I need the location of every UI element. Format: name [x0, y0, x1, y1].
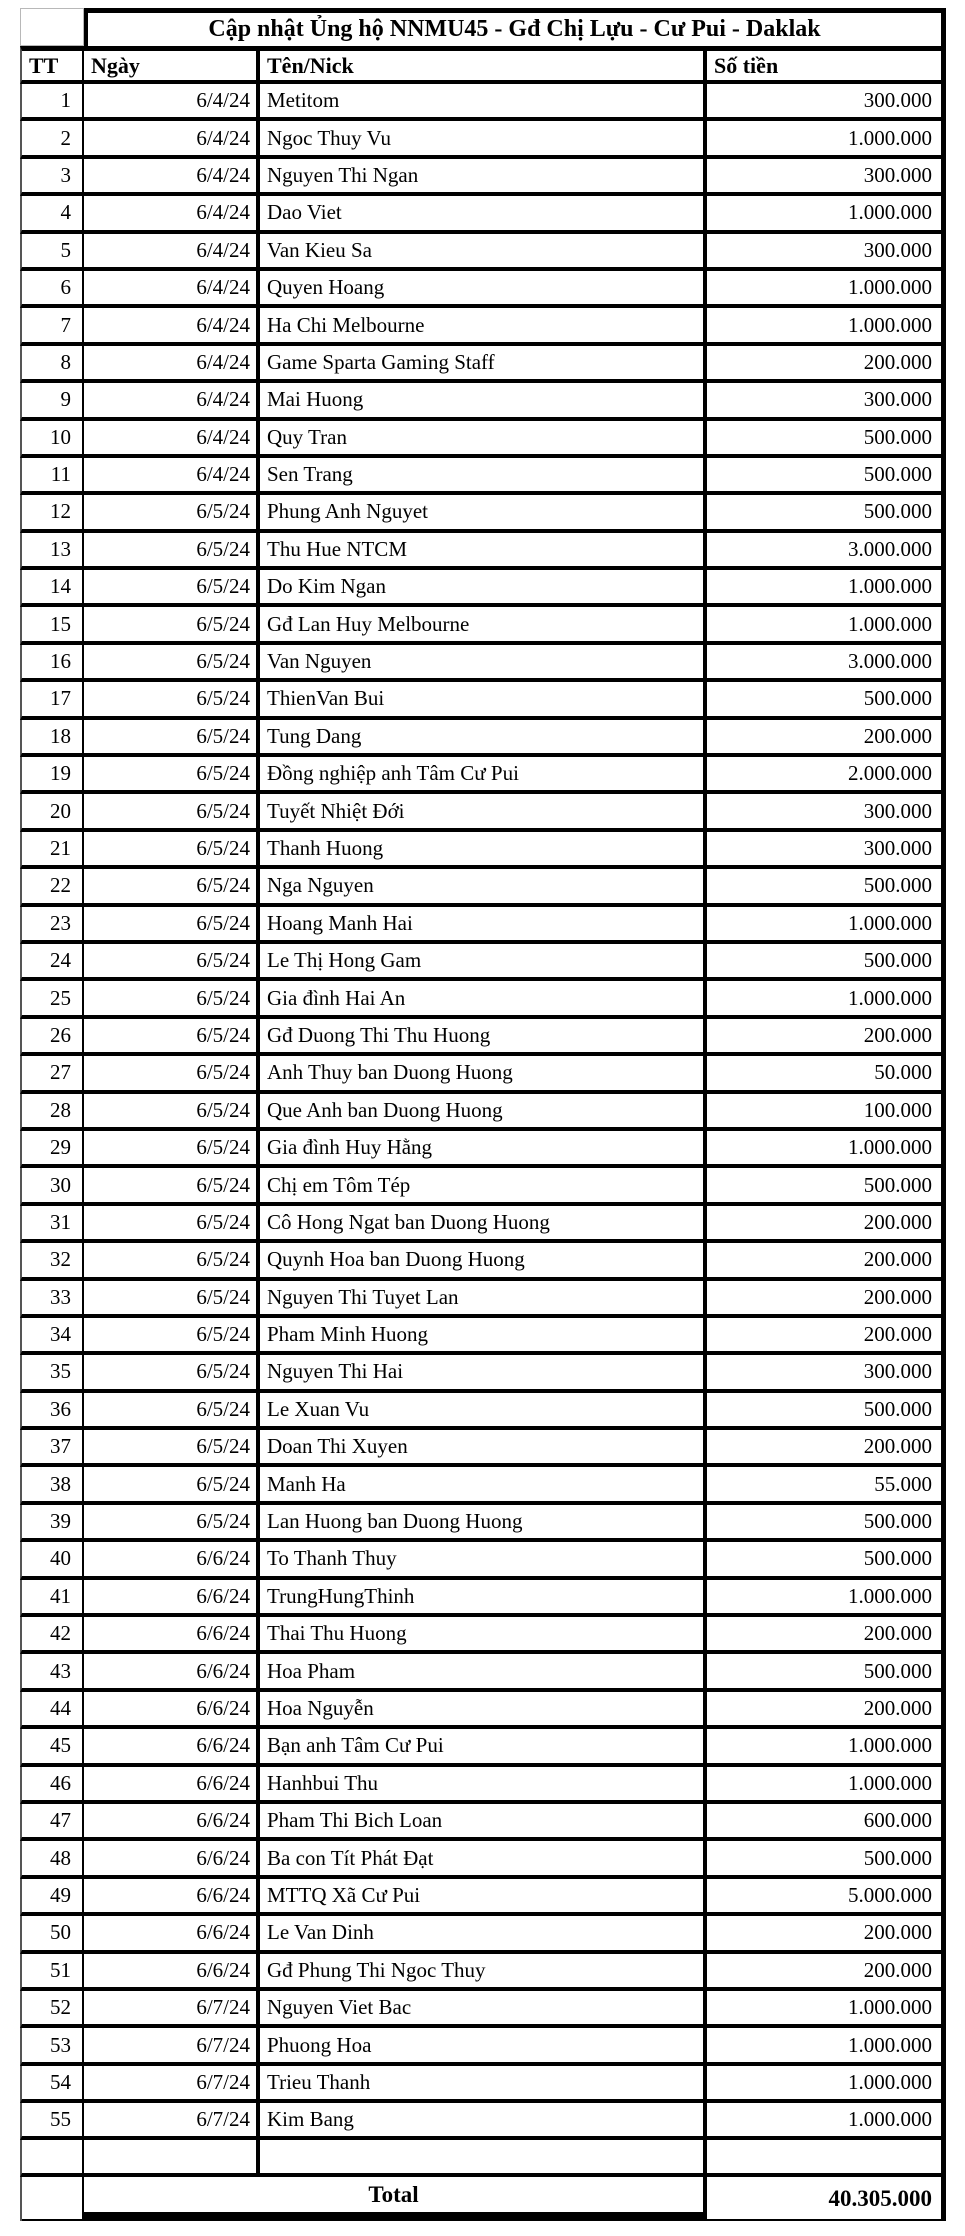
table-row [20, 234, 946, 271]
table-row [20, 2103, 946, 2140]
name-cell [260, 2140, 707, 2173]
date-cell: 6/6/24 [84, 1542, 260, 1575]
name-cell: Nguyen Thi Tuyet Lan [260, 1281, 707, 1314]
date-cell: 6/4/24 [84, 458, 260, 491]
amount-cell: 500.000 [863, 1658, 932, 1683]
amount-cell: 1.000.000 [848, 125, 932, 150]
date-cell: 6/6/24 [84, 1617, 260, 1650]
table-row [20, 1542, 946, 1579]
table-row [20, 2066, 946, 2103]
date-cell: 6/6/24 [84, 1654, 260, 1687]
date-cell: 6/5/24 [84, 907, 260, 940]
name-cell: Dao Viet [260, 196, 707, 229]
total-amount: 40.305.000 [707, 2177, 941, 2221]
date-cell: 6/5/24 [84, 1281, 260, 1314]
table-row [20, 533, 946, 570]
date-cell: 6/6/24 [84, 1916, 260, 1949]
amount-cell: 600.000 [863, 1808, 932, 1833]
date-cell: 6/4/24 [84, 308, 260, 341]
name-cell: Le Xuan Vu [260, 1393, 707, 1426]
amount-cell: 300.000 [863, 836, 932, 860]
amount-cell: 500.000 [863, 1509, 932, 1534]
amount-cell: 3.000.000 [848, 649, 932, 674]
date-cell: 6/5/24 [84, 682, 260, 715]
tt-cell: 41 [22, 1580, 84, 1613]
date-cell: 6/6/24 [84, 1841, 260, 1874]
name-cell: ThienVan Bui [260, 682, 707, 715]
amount-cell: 5.000.000 [848, 1882, 932, 1907]
table-row [20, 1804, 946, 1841]
tt-cell: 6 [22, 271, 84, 304]
date-cell: 6/5/24 [84, 1355, 260, 1388]
date-cell: 6/6/24 [84, 1692, 260, 1725]
table-row [20, 1580, 946, 1617]
tt-cell: 3 [22, 159, 84, 192]
amount-cell: 500.000 [863, 686, 932, 711]
date-cell: 6/5/24 [84, 607, 260, 640]
table-row [20, 1954, 946, 1991]
table-row [20, 495, 946, 532]
empty-row [20, 2140, 946, 2177]
table-row [20, 720, 946, 757]
date-cell: 6/5/24 [84, 1131, 260, 1164]
tt-cell: 53 [22, 2028, 84, 2061]
tt-cell: 48 [22, 1841, 84, 1874]
tt-cell: 2 [22, 121, 84, 154]
date-cell: 6/6/24 [84, 1954, 260, 1987]
amount-cell: 500.000 [863, 1845, 932, 1870]
tt-cell: 20 [22, 794, 84, 827]
tt-cell: 36 [22, 1393, 84, 1426]
table-row [20, 757, 946, 794]
tt-cell: 19 [22, 757, 84, 790]
table-row [20, 1318, 946, 1355]
tt-cell: 5 [22, 234, 84, 267]
tt-cell: 27 [22, 1056, 84, 1089]
tt-cell: 1 [22, 84, 84, 117]
table-row [20, 196, 946, 233]
table-row [20, 832, 946, 869]
amount-cell: 200.000 [863, 1957, 932, 1982]
name-cell: Doan Thi Xuyen [260, 1430, 707, 1463]
name-cell: Gia đình Huy Hằng [260, 1131, 707, 1164]
amount-cell: 300.000 [863, 162, 932, 187]
amount-cell: 1.000.000 [848, 1770, 932, 1795]
amount-cell: 200.000 [863, 1621, 932, 1646]
name-cell: Van Kieu Sa [260, 234, 707, 267]
tt-cell: 38 [22, 1467, 84, 1500]
table-row [20, 1393, 946, 1430]
date-cell: 6/5/24 [84, 720, 260, 753]
amount-cell: 500.000 [863, 1396, 932, 1421]
table-row [20, 421, 946, 458]
name-cell: Hoa Nguyễn [260, 1692, 707, 1725]
tt-cell: 51 [22, 1954, 84, 1987]
amount-cell: 200.000 [863, 1247, 932, 1272]
tt-cell: 42 [22, 1617, 84, 1650]
tt-cell: 18 [22, 720, 84, 753]
amount-cell: 1.000.000 [848, 611, 932, 636]
amount-cell: 500.000 [863, 873, 932, 898]
table-row [20, 121, 946, 158]
name-cell: Do Kim Ngan [260, 570, 707, 603]
amount-cell: 300.000 [863, 387, 932, 412]
tt-cell: 29 [22, 1131, 84, 1164]
tt-cell: 30 [22, 1168, 84, 1201]
table-row [20, 1131, 946, 1168]
amount-cell: 2.000.000 [848, 761, 932, 786]
date-cell: 6/7/24 [84, 2103, 260, 2136]
table-row [20, 794, 946, 831]
date-cell: 6/7/24 [84, 2028, 260, 2061]
tt-cell: 13 [22, 533, 84, 566]
amount-cell: 1.000.000 [848, 1995, 932, 2020]
name-cell: MTTQ Xã Cư Pui [260, 1879, 707, 1912]
table-row [20, 869, 946, 906]
date-cell: 6/6/24 [84, 1729, 260, 1762]
amount-cell: 1.000.000 [848, 910, 932, 935]
amount-cell: 300.000 [863, 237, 932, 262]
table-row [20, 1879, 946, 1916]
table-row [20, 458, 946, 495]
amount-cell: 1.000.000 [848, 275, 932, 300]
tt-cell: 12 [22, 495, 84, 528]
tt-cell: 31 [22, 1206, 84, 1239]
name-cell: Mai Huong [260, 383, 707, 416]
date-cell: 6/5/24 [84, 1505, 260, 1538]
table-row [20, 1355, 946, 1392]
tt-cell: 50 [22, 1916, 84, 1949]
table-row [20, 907, 946, 944]
amount-cell: 200.000 [863, 1284, 932, 1309]
name-cell: Gđ Duong Thi Thu Huong [260, 1019, 707, 1052]
date-cell: 6/5/24 [84, 981, 260, 1014]
amount-cell: 1.000.000 [848, 2032, 932, 2057]
amount-cell: 300.000 [863, 88, 932, 113]
amount-cell: 300.000 [863, 798, 932, 823]
name-cell: Nguyen Thi Hai [260, 1355, 707, 1388]
date-cell: 6/4/24 [84, 121, 260, 154]
amount-cell: 500.000 [863, 948, 932, 973]
date-cell: 6/5/24 [84, 869, 260, 902]
tt-cell: 37 [22, 1430, 84, 1463]
amount-cell: 200.000 [863, 1434, 932, 1459]
amount-cell: 500.000 [863, 499, 932, 524]
table-row [20, 1243, 946, 1280]
name-cell: Hoang Manh Hai [260, 907, 707, 940]
column-header-tt: TT [22, 51, 84, 80]
date-cell: 6/7/24 [84, 1991, 260, 2024]
table-row [20, 1094, 946, 1131]
table-body [20, 84, 946, 2140]
table-row [20, 2028, 946, 2065]
tt-cell: 28 [22, 1094, 84, 1127]
date-cell: 6/5/24 [84, 1318, 260, 1351]
name-cell: Ha Chi Melbourne [260, 308, 707, 341]
name-cell: Cô Hong Ngat ban Duong Huong [260, 1206, 707, 1239]
table-row [20, 1430, 946, 1467]
table-row [20, 944, 946, 981]
amount-cell: 500.000 [863, 462, 932, 487]
column-header-amount: Số tiền [714, 52, 779, 78]
tt-cell: 11 [22, 458, 84, 491]
amount-cell: 1.000.000 [848, 1583, 932, 1608]
table-row [20, 1206, 946, 1243]
name-cell: To Thanh Thuy [260, 1542, 707, 1575]
amount-cell: 1.000.000 [848, 1733, 932, 1758]
tt-cell: 54 [22, 2066, 84, 2099]
name-cell: Manh Ha [260, 1467, 707, 1500]
tt-cell: 44 [22, 1692, 84, 1725]
table-row [20, 1841, 946, 1878]
tt-cell: 16 [22, 645, 84, 678]
date-cell: 6/5/24 [84, 495, 260, 528]
date-cell: 6/6/24 [84, 1767, 260, 1800]
column-header-row [20, 46, 946, 84]
table-row [20, 682, 946, 719]
tt-cell: 40 [22, 1542, 84, 1575]
tt-cell: 34 [22, 1318, 84, 1351]
date-cell: 6/7/24 [84, 2066, 260, 2099]
tt-cell: 33 [22, 1281, 84, 1314]
amount-cell: 500.000 [863, 1546, 932, 1571]
tt-cell: 9 [22, 383, 84, 416]
title-row [20, 8, 946, 46]
name-cell: Nguyen Thi Ngan [260, 159, 707, 192]
date-cell: 6/5/24 [84, 1393, 260, 1426]
name-cell: Gđ Phung Thi Ngoc Thuy [260, 1954, 707, 1987]
name-cell: Anh Thuy ban Duong Huong [260, 1056, 707, 1089]
table-row [20, 607, 946, 644]
tt-cell: 47 [22, 1804, 84, 1837]
table-row [20, 1019, 946, 1056]
amount-cell: 200.000 [863, 723, 932, 748]
name-cell: Đồng nghiệp anh Tâm Cư Pui [260, 757, 707, 790]
date-cell: 6/5/24 [84, 1094, 260, 1127]
table-row [20, 570, 946, 607]
table-row [20, 1056, 946, 1093]
date-cell: 6/5/24 [84, 533, 260, 566]
amount-cell: 100.000 [863, 1097, 932, 1122]
date-cell: 6/5/24 [84, 1168, 260, 1201]
amount-cell: 1.000.000 [848, 985, 932, 1010]
date-cell: 6/5/24 [84, 570, 260, 603]
tt-cell: 45 [22, 1729, 84, 1762]
tt-cell: 10 [22, 421, 84, 454]
name-cell: Hanhbui Thu [260, 1767, 707, 1800]
tt-cell: 32 [22, 1243, 84, 1276]
date-cell [84, 2140, 260, 2173]
date-cell: 6/5/24 [84, 757, 260, 790]
name-cell: Chị em Tôm Tép [260, 1168, 707, 1201]
amount-cell: 300.000 [863, 1359, 932, 1384]
tt-cell: 43 [22, 1654, 84, 1687]
table-row [20, 1617, 946, 1654]
tt-cell: 55 [22, 2103, 84, 2136]
tt-cell: 14 [22, 570, 84, 603]
date-cell: 6/5/24 [84, 1243, 260, 1276]
tt-cell: 21 [22, 832, 84, 865]
date-cell: 6/4/24 [84, 421, 260, 454]
name-cell: Quyen Hoang [260, 271, 707, 304]
name-cell: Phuong Hoa [260, 2028, 707, 2061]
date-cell: 6/5/24 [84, 645, 260, 678]
tt-cell: 4 [22, 196, 84, 229]
tt-cell: 22 [22, 869, 84, 902]
date-cell: 6/4/24 [84, 346, 260, 379]
tt-cell: 8 [22, 346, 84, 379]
tt-cell: 23 [22, 907, 84, 940]
corner-empty-cell [20, 8, 84, 46]
amount-cell: 3.000.000 [848, 536, 932, 561]
table-row [20, 1505, 946, 1542]
tt-cell: 7 [22, 308, 84, 341]
column-header-name: Tên/Nick [260, 51, 707, 80]
table-row [20, 383, 946, 420]
amount-cell: 1.000.000 [848, 574, 932, 599]
table-row [20, 1991, 946, 2028]
name-cell: Gđ Lan Huy Melbourne [260, 607, 707, 640]
name-cell: TrungHungThinh [260, 1580, 707, 1613]
date-cell: 6/6/24 [84, 1879, 260, 1912]
date-cell: 6/4/24 [84, 271, 260, 304]
tt-cell: 46 [22, 1767, 84, 1800]
date-cell: 6/6/24 [84, 1804, 260, 1837]
table-row [20, 1168, 946, 1205]
name-cell: Ngoc Thuy Vu [260, 121, 707, 154]
name-cell: Gia đình Hai An [260, 981, 707, 1014]
amount-cell: 55.000 [874, 1471, 932, 1496]
name-cell: Kim Bang [260, 2103, 707, 2136]
amount-cell: 1.000.000 [848, 1135, 932, 1160]
table-row [20, 271, 946, 308]
table-row [20, 1767, 946, 1804]
name-cell: Thu Hue NTCM [260, 533, 707, 566]
tt-cell: 49 [22, 1879, 84, 1912]
date-cell: 6/5/24 [84, 1467, 260, 1500]
name-cell: Quy Tran [260, 421, 707, 454]
name-cell: Ba con Tít Phát Đạt [260, 1841, 707, 1874]
tt-cell: 35 [22, 1355, 84, 1388]
tt-cell: 17 [22, 682, 84, 715]
table-row [20, 1692, 946, 1729]
name-cell: Bạn anh Tâm Cư Pui [260, 1729, 707, 1762]
donation-table [20, 8, 946, 2221]
amount-cell: 1.000.000 [848, 312, 932, 337]
tt-cell: 39 [22, 1505, 84, 1538]
date-cell: 6/4/24 [84, 234, 260, 267]
name-cell: Game Sparta Gaming Staff [260, 346, 707, 379]
tt-cell [22, 2140, 84, 2173]
table-row [20, 84, 946, 121]
total-tt-cell [22, 2177, 84, 2221]
table-row [20, 1281, 946, 1318]
date-cell: 6/5/24 [84, 944, 260, 977]
date-cell: 6/5/24 [84, 1206, 260, 1239]
tt-cell: 24 [22, 944, 84, 977]
tt-cell: 25 [22, 981, 84, 1014]
name-cell: Le Thị Hong Gam [260, 944, 707, 977]
name-cell: Le Van Dinh [260, 1916, 707, 1949]
date-cell: 6/4/24 [84, 159, 260, 192]
date-cell: 6/5/24 [84, 1019, 260, 1052]
date-cell: 6/4/24 [84, 383, 260, 416]
table-row [20, 159, 946, 196]
amount-cell: 200.000 [863, 1920, 932, 1945]
name-cell: Metitom [260, 84, 707, 117]
amount-cell: 200.000 [863, 1695, 932, 1720]
name-cell: Tung Dang [260, 720, 707, 753]
name-cell: Pham Thi Bich Loan [260, 1804, 707, 1837]
amount-cell: 50.000 [874, 1060, 932, 1085]
name-cell: Hoa Pham [260, 1654, 707, 1687]
name-cell: Thai Thu Huong [260, 1617, 707, 1650]
date-cell: 6/4/24 [84, 196, 260, 229]
amount-cell: 1.000.000 [848, 200, 932, 225]
name-cell: Nguyen Viet Bac [260, 1991, 707, 2024]
table-row [20, 1467, 946, 1504]
name-cell: Trieu Thanh [260, 2066, 707, 2099]
name-cell: Phung Anh Nguyet [260, 495, 707, 528]
name-cell: Tuyết Nhiệt Đới [260, 794, 707, 827]
amount-cell: 200.000 [863, 1322, 932, 1347]
name-cell: Van Nguyen [260, 645, 707, 678]
date-cell: 6/5/24 [84, 794, 260, 827]
amount-cell: 500.000 [863, 424, 932, 449]
total-label: Total [84, 2177, 707, 2221]
name-cell: Quynh Hoa ban Duong Huong [260, 1243, 707, 1276]
name-cell: Sen Trang [260, 458, 707, 491]
table-row [20, 1654, 946, 1691]
date-cell: 6/6/24 [84, 1580, 260, 1613]
amount-cell: 1.000.000 [848, 2107, 932, 2132]
table-row [20, 346, 946, 383]
name-cell: Thanh Huong [260, 832, 707, 865]
table-row [20, 1916, 946, 1953]
column-header-date: Ngày [84, 51, 260, 80]
table-row [20, 981, 946, 1018]
page-title: Cập nhật Ủng hộ NNMU45 - Gđ Chị Lựu - Cư Pui - Daklak [84, 8, 946, 46]
amount-cell: 200.000 [863, 1209, 932, 1234]
table-row [20, 645, 946, 682]
tt-cell: 26 [22, 1019, 84, 1052]
amount-cell: 500.000 [863, 1172, 932, 1197]
amount-cell: 200.000 [863, 349, 932, 374]
table-row [20, 308, 946, 345]
amount-cell: 1.000.000 [848, 2069, 932, 2094]
total-row [20, 2177, 946, 2221]
tt-cell: 52 [22, 1991, 84, 2024]
tt-cell: 15 [22, 607, 84, 640]
name-cell: Lan Huong ban Duong Huong [260, 1505, 707, 1538]
date-cell: 6/5/24 [84, 1430, 260, 1463]
name-cell: Nga Nguyen [260, 869, 707, 902]
date-cell: 6/4/24 [84, 84, 260, 117]
amount-cell [707, 2140, 941, 2173]
name-cell: Pham Minh Huong [260, 1318, 707, 1351]
date-cell: 6/5/24 [84, 1056, 260, 1089]
table-row [20, 1729, 946, 1766]
date-cell: 6/5/24 [84, 832, 260, 865]
amount-cell: 200.000 [863, 1022, 932, 1047]
name-cell: Que Anh ban Duong Huong [260, 1094, 707, 1127]
